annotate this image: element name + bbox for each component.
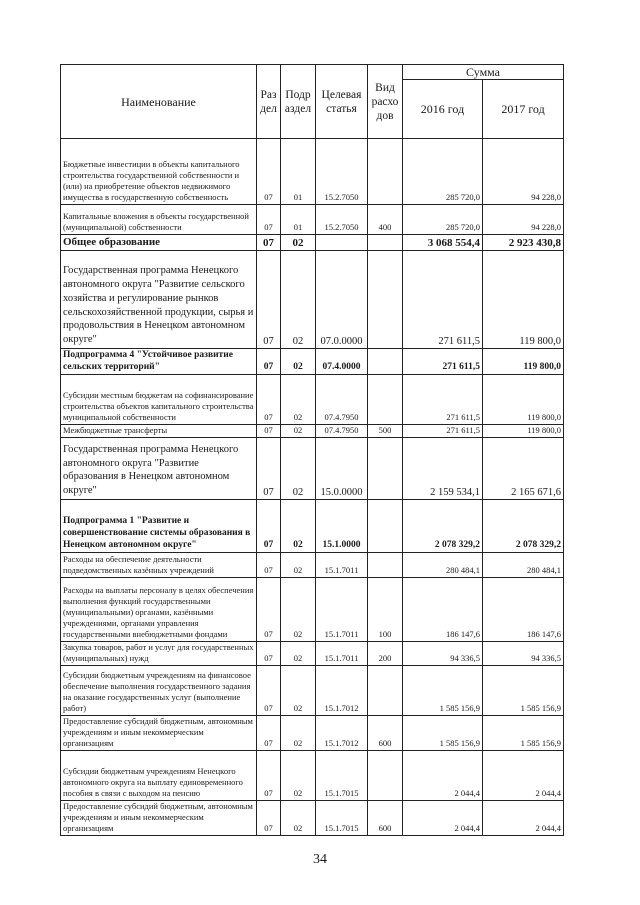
table-row xyxy=(61,139,564,205)
row-2017: 280 484,1 xyxy=(483,553,564,578)
row-2017: 94 228,0 xyxy=(483,205,564,235)
row-razdel: 07 xyxy=(257,553,281,578)
row-2016: 1 585 156,9 xyxy=(403,666,483,716)
row-razdel: 07 xyxy=(257,251,281,349)
table-row xyxy=(61,205,564,235)
row-2017: 2 078 329,2 xyxy=(483,500,564,553)
row-tselevaya: 15.2.7050 xyxy=(316,205,368,235)
row-name: Предоставление субсидий бюджетным, автономным учреждениям и иным некоммерческим организациям xyxy=(61,716,257,751)
header-tselevaya: Целевая статья xyxy=(316,65,368,139)
row-2017: 119 800,0 xyxy=(483,251,564,349)
row-2016: 271 611,5 xyxy=(403,375,483,425)
row-2016: 2 078 329,2 xyxy=(403,500,483,553)
row-podrazdel: 02 xyxy=(281,666,316,716)
row-razdel: 07 xyxy=(257,425,281,438)
row-2016: 285 720,0 xyxy=(403,139,483,205)
row-name: Закупка товаров, работ и услуг для государственных (муниципальных) нужд xyxy=(61,642,257,666)
row-tselevaya: 15.1.7011 xyxy=(316,578,368,642)
row-razdel: 07 xyxy=(257,349,281,375)
row-podrazdel: 02 xyxy=(281,553,316,578)
row-tselevaya: 07.0.0000 xyxy=(316,251,368,349)
row-podrazdel: 02 xyxy=(281,251,316,349)
row-name: Подпрограмма 1 "Развитие и совершенствование системы образования в Ненецком автономном округе" xyxy=(61,500,257,553)
row-podrazdel: 01 xyxy=(281,205,316,235)
row-vid xyxy=(368,251,403,349)
row-2017: 119 800,0 xyxy=(483,375,564,425)
table-row xyxy=(61,251,564,349)
row-2017: 1 585 156,9 xyxy=(483,666,564,716)
row-2017: 2 165 671,6 xyxy=(483,438,564,500)
row-razdel: 07 xyxy=(257,235,281,251)
row-name: Государственная программа Ненецкого автономного округа "Развитие сельского хозяйства и регулирование рынков сельскохозяйственной продукции, сырья и продовольствия в Ненецком автономном округе" xyxy=(61,251,257,349)
row-vid xyxy=(368,500,403,553)
table-row xyxy=(61,349,564,375)
row-2017: 94 228,0 xyxy=(483,139,564,205)
table-row xyxy=(61,716,564,751)
row-tselevaya: 07.4.7950 xyxy=(316,425,368,438)
row-2016: 94 336,5 xyxy=(403,642,483,666)
row-razdel: 07 xyxy=(257,500,281,553)
row-vid xyxy=(368,375,403,425)
row-tselevaya: 07.4.0000 xyxy=(316,349,368,375)
row-razdel: 07 xyxy=(257,642,281,666)
row-name: Бюджетные инвестиции в объекты капитального строительства государственной собственности и (или) на приобретение объектов недвижимого имущества в государственную собственность xyxy=(61,139,257,205)
row-2017: 186 147,6 xyxy=(483,578,564,642)
row-2017: 94 336,5 xyxy=(483,642,564,666)
row-razdel: 07 xyxy=(257,375,281,425)
header-podrazdel: Подр аздел xyxy=(281,65,316,139)
row-2017: 119 800,0 xyxy=(483,349,564,375)
table-row xyxy=(61,235,564,251)
page-number: 34 xyxy=(313,852,327,867)
row-2016: 271 611,5 xyxy=(403,425,483,438)
row-podrazdel: 02 xyxy=(281,801,316,836)
header-summa: Сумма xyxy=(403,65,564,80)
row-tselevaya: 15.1.7011 xyxy=(316,642,368,666)
row-podrazdel: 02 xyxy=(281,425,316,438)
row-razdel: 07 xyxy=(257,801,281,836)
row-2016: 271 611,5 xyxy=(403,251,483,349)
row-razdel: 07 xyxy=(257,666,281,716)
row-2017: 119 800,0 xyxy=(483,425,564,438)
header-razdel: Раз дел xyxy=(257,65,281,139)
row-podrazdel: 02 xyxy=(281,500,316,553)
row-razdel: 07 xyxy=(257,578,281,642)
header-2016: 2016 год xyxy=(403,80,483,139)
row-vid xyxy=(368,235,403,251)
row-2016: 2 044,4 xyxy=(403,751,483,801)
row-name: Подпрограмма 4 "Устойчивое развитие сельских территорий" xyxy=(61,349,257,375)
row-2017: 1 585 156,9 xyxy=(483,716,564,751)
row-name: Межбюджетные трансферты xyxy=(61,425,257,438)
row-name: Субсидии бюджетным учреждениям на финансовое обеспечение выполнения государственного задания на оказание государственных услуг (выполнение работ) xyxy=(61,666,257,716)
row-name: Субсидии бюджетным учреждениям Ненецкого автономного округа на выплату единовременного пособия в связи с выходом на пенсию xyxy=(61,751,257,801)
row-podrazdel: 02 xyxy=(281,642,316,666)
row-podrazdel: 02 xyxy=(281,751,316,801)
row-podrazdel: 01 xyxy=(281,139,316,205)
row-podrazdel: 02 xyxy=(281,235,316,251)
table-row xyxy=(61,500,564,553)
row-vid: 600 xyxy=(368,716,403,751)
row-vid: 400 xyxy=(368,205,403,235)
row-vid xyxy=(368,438,403,500)
row-tselevaya: 15.1.7011 xyxy=(316,553,368,578)
row-razdel: 07 xyxy=(257,716,281,751)
row-vid xyxy=(368,751,403,801)
row-vid xyxy=(368,666,403,716)
row-vid: 200 xyxy=(368,642,403,666)
row-tselevaya: 15.1.7012 xyxy=(316,666,368,716)
row-2016: 2 159 534,1 xyxy=(403,438,483,500)
table-row xyxy=(61,425,564,438)
row-tselevaya: 15.1.7015 xyxy=(316,751,368,801)
row-vid xyxy=(368,139,403,205)
row-podrazdel: 02 xyxy=(281,349,316,375)
row-vid xyxy=(368,553,403,578)
row-name: Общее образование xyxy=(61,235,257,251)
row-vid xyxy=(368,349,403,375)
row-name: Расходы на выплаты персоналу в целях обеспечения выполнения функций государственными (муниципальными) органами, казёнными учреждениями, органами управления государственными внебюджетными фондами xyxy=(61,578,257,642)
row-2016: 1 585 156,9 xyxy=(403,716,483,751)
row-podrazdel: 02 xyxy=(281,578,316,642)
row-podrazdel: 02 xyxy=(281,375,316,425)
row-2016: 280 484,1 xyxy=(403,553,483,578)
budget-table xyxy=(60,64,564,836)
header-name: Наименование xyxy=(61,65,257,139)
table-row xyxy=(61,578,564,642)
header-row-top xyxy=(61,65,564,80)
row-name: Расходы на обеспечение деятельности подведомственных казённых учреждений xyxy=(61,553,257,578)
table-row xyxy=(61,801,564,836)
row-2016: 285 720,0 xyxy=(403,205,483,235)
table-row xyxy=(61,438,564,500)
row-razdel: 07 xyxy=(257,438,281,500)
row-razdel: 07 xyxy=(257,139,281,205)
row-vid: 100 xyxy=(368,578,403,642)
row-vid: 500 xyxy=(368,425,403,438)
row-2016: 3 068 554,4 xyxy=(403,235,483,251)
table-row xyxy=(61,751,564,801)
table-row xyxy=(61,553,564,578)
row-2017: 2 044,4 xyxy=(483,751,564,801)
row-2017: 2 923 430,8 xyxy=(483,235,564,251)
row-2016: 2 044,4 xyxy=(403,801,483,836)
row-name: Капитальные вложения в объекты государственной (муниципальной) собственности xyxy=(61,205,257,235)
row-tselevaya: 15.1.7015 xyxy=(316,801,368,836)
row-name: Субсидии местным бюджетам на софинансирование строительства объектов капитального строительства муниципальной собственности xyxy=(61,375,257,425)
row-2017: 2 044,4 xyxy=(483,801,564,836)
row-name: Предоставление субсидий бюджетным, автономным учреждениям и иным некоммерческим организациям xyxy=(61,801,257,836)
table-row xyxy=(61,642,564,666)
row-razdel: 07 xyxy=(257,751,281,801)
row-vid: 600 xyxy=(368,801,403,836)
row-tselevaya: 07.4.7950 xyxy=(316,375,368,425)
row-podrazdel: 02 xyxy=(281,716,316,751)
row-tselevaya: 15.1.7012 xyxy=(316,716,368,751)
row-name: Государственная программа Ненецкого автономного округа "Развитие образования в Ненецком автономном округе" xyxy=(61,438,257,500)
table-row xyxy=(61,375,564,425)
table-row xyxy=(61,666,564,716)
row-podrazdel: 02 xyxy=(281,438,316,500)
row-tselevaya: 15.1.0000 xyxy=(316,500,368,553)
row-razdel: 07 xyxy=(257,205,281,235)
row-tselevaya: 15.2.7050 xyxy=(316,139,368,205)
header-2017: 2017 год xyxy=(483,80,564,139)
header-vid: Вид расхо дов xyxy=(368,65,403,139)
row-tselevaya xyxy=(316,235,368,251)
row-2016: 271 611,5 xyxy=(403,349,483,375)
row-2016: 186 147,6 xyxy=(403,578,483,642)
row-tselevaya: 15.0.0000 xyxy=(316,438,368,500)
